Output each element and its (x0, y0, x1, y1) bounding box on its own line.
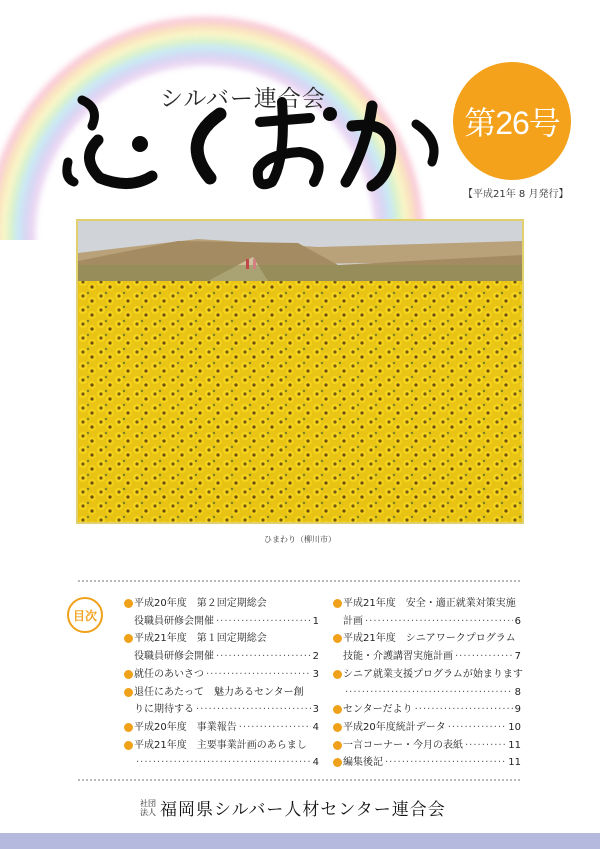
toc-item-title: センターだより (343, 704, 413, 716)
toc-item-title: 一言コーナー・今月の表紙 (343, 739, 463, 751)
toc-item[interactable] (134, 684, 319, 702)
toc-item-title: 就任のあいさつ (134, 668, 204, 680)
toc-leader (365, 613, 513, 631)
toc-item[interactable] (134, 613, 319, 631)
toc-item[interactable] (343, 737, 521, 755)
toc-item-page: 10 (508, 721, 521, 733)
toc-badge (67, 597, 103, 633)
divider-top (78, 580, 520, 582)
toc-item[interactable] (134, 648, 319, 666)
bullet-icon (333, 599, 342, 608)
toc-item-title: 平成21年度 安全・適正就業対策実施 (343, 598, 516, 609)
toc-item-title: 平成20年度 事業報告 (134, 721, 237, 733)
toc-right-column (343, 595, 521, 772)
issue-number: 第26号 (464, 105, 560, 141)
toc-item[interactable] (134, 754, 319, 772)
toc-item[interactable] (134, 737, 319, 755)
toc-item[interactable] (343, 666, 521, 684)
toc-item-title: 技能・介護講習実施計画 (343, 651, 453, 663)
bullet-icon (333, 758, 342, 767)
toc-item-title: 役職員研修会開催 (134, 651, 214, 663)
bullet-icon (124, 599, 133, 608)
toc-leader (345, 684, 513, 702)
toc-leader (239, 719, 311, 737)
toc-item-page: 3 (312, 704, 319, 716)
toc-item[interactable] (134, 701, 319, 719)
toc-item[interactable] (343, 754, 521, 772)
toc-leader (465, 737, 506, 755)
toc-leader (216, 613, 311, 631)
toc-item-page: 3 (312, 668, 319, 680)
bullet-icon (333, 723, 342, 732)
toc-item[interactable] (134, 666, 319, 684)
toc-item[interactable] (343, 684, 521, 702)
toc-item[interactable] (343, 595, 521, 613)
bullet-icon (124, 634, 133, 643)
issue-date: 【平成21年 8 月発行】 (463, 189, 569, 200)
bullet-icon (124, 723, 133, 732)
bullet-icon (333, 634, 342, 643)
toc-item-title: 役職員研修会開催 (134, 615, 214, 627)
organization (140, 795, 446, 820)
bullet-icon (333, 705, 342, 714)
fukuoka-logo (60, 78, 460, 198)
toc-item[interactable] (343, 701, 521, 719)
issue-number-badge (453, 62, 571, 180)
toc-item[interactable] (134, 719, 319, 737)
toc-item-title: 平成20年度 第２回定期総会 (134, 598, 267, 609)
org-prefix: 社団 法人 (140, 798, 156, 817)
toc-leader (136, 754, 311, 772)
bullet-icon (333, 741, 342, 750)
toc-leader (415, 701, 513, 719)
cover-photo-sunflower-field (76, 219, 524, 524)
photo-caption: ひまわり（柳川市） (264, 535, 336, 544)
toc-leader (206, 666, 311, 684)
org-name: 福岡県シルバー人材センター連合会 (160, 800, 446, 820)
bullet-icon (124, 741, 133, 750)
toc-item-title: 計画 (343, 615, 363, 627)
toc-item-title: 平成20年度統計データ (343, 721, 446, 733)
toc-item[interactable] (134, 595, 319, 613)
toc-leader (448, 719, 507, 737)
toc-item-title: シニア就業支援プログラムが始まります (343, 668, 523, 680)
sunflower-field-image (78, 221, 522, 522)
toc-item[interactable] (343, 719, 521, 737)
bullet-icon (124, 670, 133, 679)
bullet-icon (333, 670, 342, 679)
toc-leader (385, 754, 506, 772)
toc-leader (455, 648, 513, 666)
publisher-subtitle: シルバー連合会 (160, 86, 326, 112)
toc-label: 目次 (72, 608, 97, 623)
toc-item-page: 7 (514, 651, 521, 663)
toc-item-page: 6 (514, 615, 521, 627)
footer-bar (0, 833, 600, 849)
toc-item-page: 8 (514, 686, 521, 698)
bullet-icon (124, 688, 133, 697)
toc-item[interactable] (134, 630, 319, 648)
toc-item-page: 11 (508, 757, 521, 769)
toc-item-title: りに期待する (134, 704, 194, 716)
toc-item-page: 11 (508, 739, 521, 751)
toc-left-column (134, 595, 319, 772)
toc-item-page: 4 (312, 721, 319, 733)
toc-item-title: 平成21年度 主要事業計画のあらまし (134, 739, 307, 751)
toc-item-title: 平成21年度 シニアワークプログラム (343, 633, 516, 645)
toc-leader (196, 701, 311, 719)
toc-item-page: 9 (514, 704, 521, 716)
toc-item-title: 退任にあたって 魅力あるセンター創 (134, 686, 304, 698)
toc-item-page: 2 (312, 651, 319, 663)
toc-item-title: 編集後記 (343, 757, 383, 769)
toc-leader (216, 648, 311, 666)
toc-item[interactable] (343, 613, 521, 631)
toc-item-title: 平成21年度 第１回定期総会 (134, 633, 267, 645)
toc-item[interactable] (343, 648, 521, 666)
toc-item[interactable] (343, 630, 521, 648)
toc-item-page: 1 (312, 615, 319, 627)
divider-bottom (78, 779, 520, 781)
toc-item-page: 4 (312, 757, 319, 769)
